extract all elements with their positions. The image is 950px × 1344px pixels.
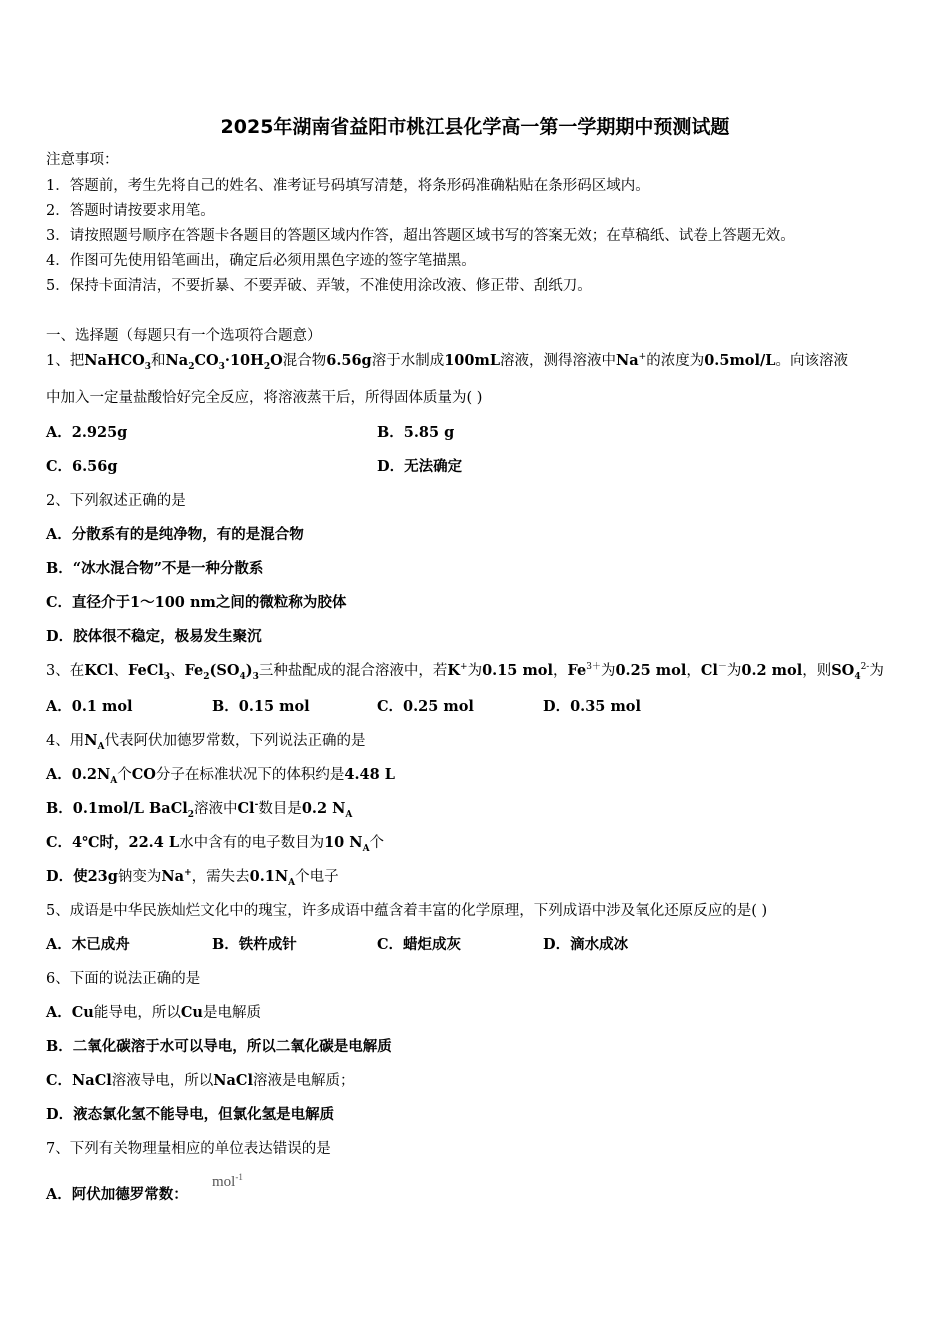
q2-option-c: C．直径介于1～100 nm之间的微粒称为胶体 <box>46 594 347 611</box>
section-heading: 一、选择题（每题只有一个选项符合题意） <box>46 328 322 344</box>
q3-option-d: D．0.35 mol <box>543 698 641 715</box>
q4-option-d: D．使23g钠变为Na+，需失去$0.1N_A$个电子 <box>46 868 339 888</box>
q4-option-b: B．0.1mol/L BaCl$_2$溶液中Cl-数目是0.2 $N_A$ <box>46 800 353 820</box>
question-4-stem: 4、用$N_A$代表阿伏加德罗常数，下列说法正确的是 <box>46 732 366 752</box>
notice-item: 2．答题时请按要求用笔。 <box>46 203 215 219</box>
question-7-stem: 7、下列有关物理量相应的单位表达错误的是 <box>46 1141 331 1157</box>
question-1-stem: 1、把NaHCO$_3$和$Na_2CO_3\cdot 10H_2O$混合物6.56g溶于水制成100mL溶液，测得溶液中Na+的浓度为0.5mol/L。向该溶液 <box>46 352 848 372</box>
q5-option-d: D．滴水成冰 <box>543 936 629 953</box>
q6-option-b: B．二氧化碳溶于水可以导电，所以二氧化碳是电解质 <box>46 1038 392 1055</box>
q3-option-b: B．0.15 mol <box>212 698 310 715</box>
q1-option-c: C．6.56g <box>46 458 118 475</box>
q1-option-a: A．2.925g <box>46 424 128 441</box>
q2-option-a: A．分散系有的是纯净物，有的是混合物 <box>46 526 304 543</box>
q6-option-c: C．NaCl溶液导电，所以NaCl溶液是电解质； <box>46 1072 355 1089</box>
notice-item: 3．请按照题号顺序在答题卡各题目的答题区域内作答，超出答题区域书写的答案无效；在草稿纸、试卷上答题无效。 <box>46 228 795 244</box>
q6-option-d: D．液态氯化氢不能导电，但氯化氢是电解质 <box>46 1106 335 1123</box>
question-6-stem: 6、下面的说法正确的是 <box>46 971 201 987</box>
q6-option-a: A．Cu能导电，所以Cu是电解质 <box>46 1004 261 1021</box>
question-5-stem: 5、成语是中华民族灿烂文化中的瑰宝，许多成语中蕴含着丰富的化学原理，下列成语中涉及氧化还原反应的是( ) <box>46 903 768 919</box>
q7-option-a: A．阿伏加德罗常数： <box>46 1186 188 1203</box>
q5-option-b: B．铁杵成针 <box>212 936 297 953</box>
notice-item: 1．答题前，考生先将自己的姓名、准考证号码填写清楚，将条形码准确粘贴在条形码区域内。 <box>46 178 650 194</box>
unit-mol-inverse: mol$^{-1}$ <box>212 1172 243 1190</box>
q5-option-a: A．木已成舟 <box>46 936 130 953</box>
notice-heading: 注意事项： <box>46 152 119 168</box>
q1-option-b: B．5.85 g <box>377 424 455 441</box>
notice-item: 4．作图可先使用铅笔画出，确定后必须用黑色字迹的签字笔描黑。 <box>46 253 476 269</box>
q2-option-d: D．胶体很不稳定，极易发生聚沉 <box>46 628 262 645</box>
question-2-stem: 2、下列叙述正确的是 <box>46 493 186 509</box>
q2-option-b: B．“冰水混合物”不是一种分散系 <box>46 560 264 577</box>
q3-option-a: A．0.1 mol <box>46 698 133 715</box>
q1-option-d: D．无法确定 <box>377 458 463 475</box>
page-title: 2025年湖南省益阳市桃江县化学高一第一学期期中预测试题 <box>220 116 730 138</box>
question-1-stem-line2: 中加入一定量盐酸恰好完全反应，将溶液蒸干后，所得固体质量为( ) <box>46 390 483 406</box>
q4-option-a: A．$0.2N_A$个CO分子在标准状况下的体积约是4.48 L <box>46 766 395 786</box>
q5-option-c: C．蜡炬成灰 <box>377 936 462 953</box>
question-3-stem: 3、在KCl、FeCl$_3$、$Fe_2(SO_4)_3$三种盐配成的混合溶液中，若K+为0.15 mol，$Fe^{3+}$为0.25 mol，Cl－为0.2 mol，则$SO_4^{2-}$为 <box>46 662 884 682</box>
q3-option-c: C．0.25 mol <box>377 698 474 715</box>
notice-item: 5．保持卡面清洁，不要折暴、不要弄破、弄皱，不准使用涂改液、修正带、刮纸刀。 <box>46 278 592 294</box>
q4-option-c: C．4℃时，22.4 L水中含有的电子数目为10 $N_A$个 <box>46 834 385 854</box>
